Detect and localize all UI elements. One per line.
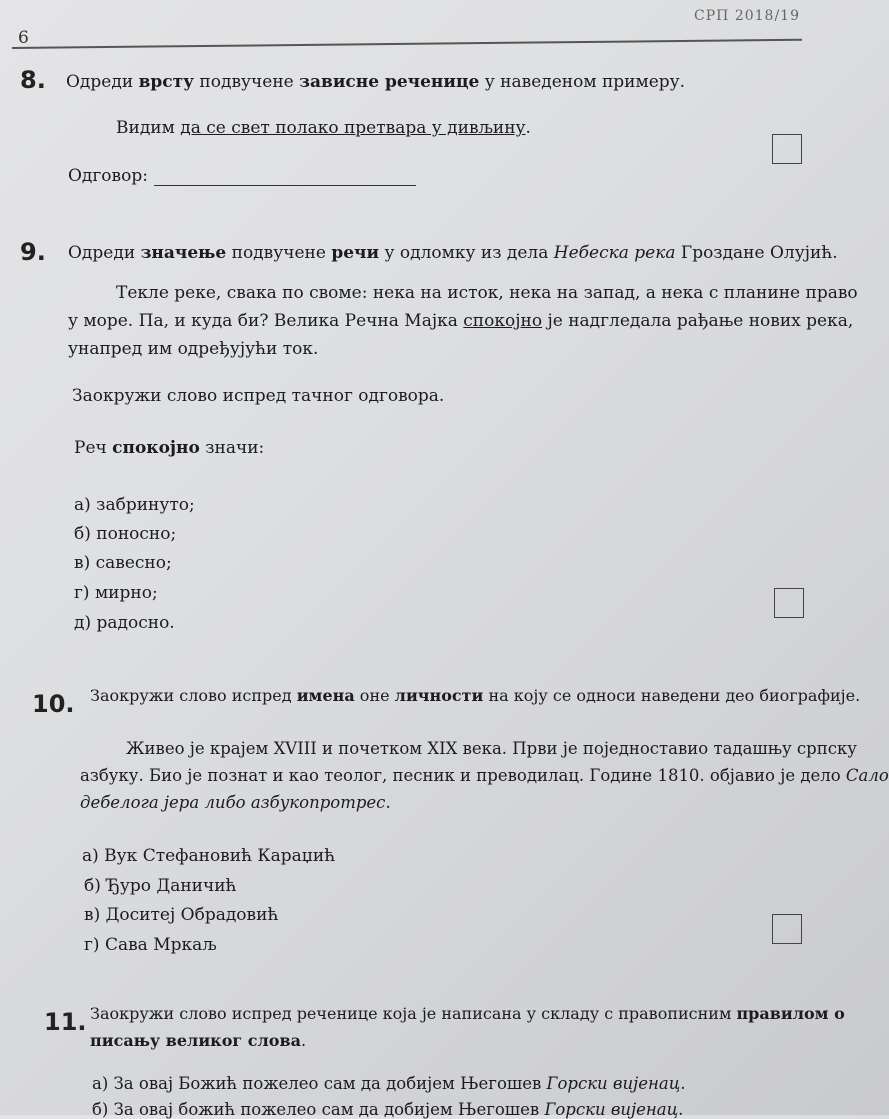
bio-line-3 <box>80 793 391 812</box>
prompt-text: на коју се односи наведени део биографије. <box>483 686 861 705</box>
prompt-text: у одломку из дела <box>379 243 554 263</box>
example-underlined-clause: да се свет полако претвара у дивљину <box>180 118 526 138</box>
option-b[interactable]: б) поносно; <box>74 524 177 544</box>
prompt-bold-clause: зависне реченице <box>299 72 480 92</box>
question-8-example <box>116 118 531 138</box>
question-9-instruction: Заокружи слово испред тачног одговора. <box>72 386 445 406</box>
prompt-text: у наведеном примеру. <box>479 72 686 92</box>
question-9-word-line <box>74 438 264 458</box>
option-b[interactable]: б) Ђуро Даничић <box>84 876 237 896</box>
prompt-text: Заокружи слово испред реченице која је написана у складу с правописним <box>90 1004 737 1023</box>
word-text: Реч <box>74 438 113 458</box>
prompt-bold-rule: писању великог слова <box>90 1031 301 1050</box>
bio-line-2 <box>80 766 889 785</box>
question-9-prompt <box>68 243 838 263</box>
prompt-text: Гроздане Олујић. <box>675 243 838 263</box>
example-text: . <box>525 118 531 138</box>
option-d[interactable]: г) мирно; <box>74 583 158 603</box>
bio-text: . <box>385 793 391 812</box>
question-8-prompt <box>66 72 685 92</box>
option-c[interactable]: в) Доситеј Обрадовић <box>84 905 279 925</box>
bio-text: азбуку. Био је познат и као теолог, песник и преводилац. Године 1810. објавио је дело <box>80 766 846 785</box>
prompt-text: подвучене <box>194 72 300 92</box>
option-e[interactable]: д) радосно. <box>74 613 175 633</box>
option-b[interactable] <box>92 1100 683 1119</box>
question-10-number: 10. <box>32 690 75 718</box>
prompt-text: . <box>300 1031 307 1050</box>
option-text: б) За овај божић пожелео сам да добијем Његошев <box>92 1100 545 1119</box>
question-10-prompt <box>90 686 860 705</box>
word-text: значи: <box>199 438 265 458</box>
option-d[interactable]: г) Сава Мркаљ <box>84 935 217 955</box>
answer-label: Одговор: <box>68 166 148 186</box>
question-10-score-box <box>772 914 802 944</box>
passage-line-3: унапред им одређујући ток. <box>68 339 319 359</box>
question-9-number: 9. <box>20 238 46 266</box>
header-divider <box>12 39 802 49</box>
prompt-text: оне <box>354 686 395 705</box>
option-text: . <box>680 1074 686 1093</box>
bio-book-title: дебелога јера либо азбукопротрес <box>80 793 386 812</box>
option-text: а) За овај Божић пожелео сам да добијем Његошев <box>92 1074 547 1093</box>
option-c[interactable]: в) савесно; <box>74 553 172 573</box>
prompt-text: Заокружи слово испред <box>90 686 297 705</box>
option-a[interactable]: а) Вук Стефановић Караџић <box>82 846 336 866</box>
example-text: Видим <box>116 118 181 138</box>
prompt-bold-rule: правилом о <box>736 1004 845 1023</box>
word-bold: спокојно <box>112 438 200 458</box>
bio-line-1: Живео је крајем XVIII и почетком XIX века. Први је поједноставио тадашњу српску <box>126 739 857 758</box>
bio-book-title: Сало <box>845 766 889 785</box>
prompt-text: Одреди <box>66 72 139 92</box>
prompt-text: подвучене <box>226 243 332 263</box>
question-11-number: 11. <box>44 1008 87 1036</box>
prompt-bold-type: врсту <box>138 72 195 92</box>
question-8-answer <box>68 166 416 186</box>
prompt-bold-word: речи <box>331 243 380 263</box>
prompt-bold-meaning: значење <box>140 243 227 263</box>
passage-underlined-word: спокојно <box>463 311 543 331</box>
answer-line[interactable] <box>154 167 416 186</box>
question-8-score-box <box>772 134 802 164</box>
prompt-bold-name: имена <box>296 686 355 705</box>
option-a[interactable]: а) забринуто; <box>74 495 195 515</box>
prompt-text: Одреди <box>68 243 141 263</box>
passage-text: је надгледала рађање нових река, <box>542 311 854 331</box>
option-book-title: Горски вијенац <box>546 1074 681 1093</box>
option-a[interactable] <box>92 1074 686 1093</box>
passage-line-1: Текле реке, свака по своме: нека на исток, нека на запад, а нека с планине право <box>116 283 858 303</box>
option-book-title: Горски вијенац <box>544 1100 679 1119</box>
question-11-prompt-line-1 <box>90 1004 845 1023</box>
question-8-number: 8. <box>20 66 46 94</box>
question-11-prompt-line-2 <box>90 1031 306 1050</box>
prompt-bold-person: личности <box>394 686 484 705</box>
passage-line-2 <box>68 311 853 331</box>
option-text: . <box>678 1100 684 1119</box>
page-number: 6 <box>18 28 29 48</box>
question-9-score-box <box>774 588 804 618</box>
test-code: СРП 2018/19 <box>694 8 800 24</box>
passage-text: у море. Па, и куда би? Велика Речна Мајка <box>68 311 464 331</box>
prompt-book-title: Небеска река <box>553 243 676 263</box>
